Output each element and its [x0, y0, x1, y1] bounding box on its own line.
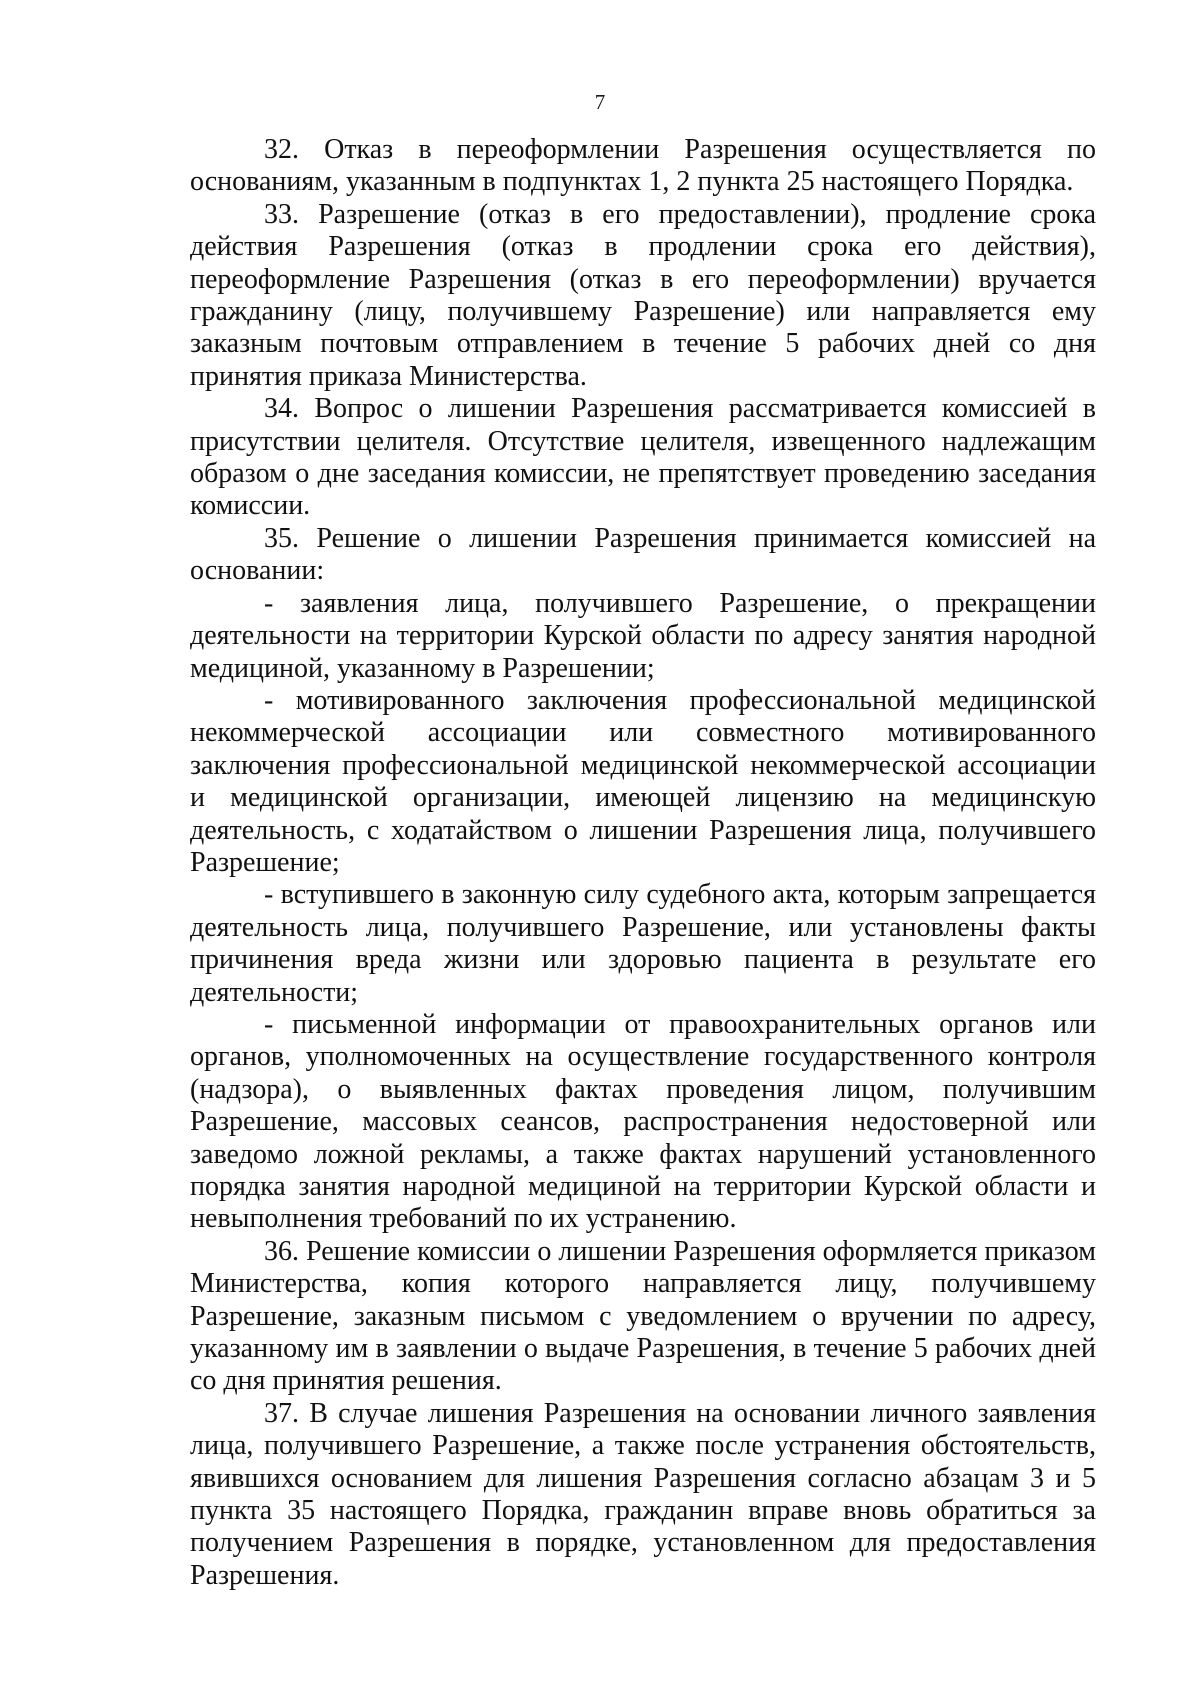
paragraph-36: 36. Решение комиссии о лишении Разрешения оформляется приказом Министерства, копия которого направляется лицу, получившему Разрешение, заказным письмом с уведомлением о вручении по адресу, указанному им в заявлении о выдаче Разрешения, в течение 5 рабочих дней со дня принятия решения.	[190, 1235, 1096, 1397]
paragraph-35: 35. Решение о лишении Разрешения принимается комиссией на основании:	[190, 522, 1096, 587]
document-body	[190, 134, 1096, 1592]
paragraph-37: 37. В случае лишения Разрешения на основании личного заявления лица, получившего Разрешение, а также после устранения обстоятельств, явившихся основанием для лишения Разрешения согласно абзацам 3 и 5 пункта 35 настоящего Порядка, гражданин вправе вновь обратиться за получением Разрешения в порядке, установленном для предоставления Разрешения.	[190, 1397, 1096, 1591]
list-item-conclusion: - мотивированного заключения профессиональной медицинской некоммерческой ассоциации или совместного мотивированного заключения профессиональной медицинской некоммерческой ассоциации и медицинской организации, имеющей лицензию на медицинскую деятельность, с ходатайством о лишении Разрешения лица, получившего Разрешение;	[190, 684, 1096, 878]
paragraph-33: 33. Разрешение (отказ в его предоставлении), продление срока действия Разрешения (отказ в продлении срока его действия), переоформление Разрешения (отказ в его переоформлении) вручается гражданину (лицу, получившему Разрешение) или направляется ему заказным почтовым отправлением в течение 5 рабочих дней со дня принятия приказа Министерства.	[190, 198, 1096, 392]
paragraph-32: 32. Отказ в переоформлении Разрешения осуществляется по основаниям, указанным в подпунктах 1, 2 пункта 25 настоящего Порядка.	[190, 134, 1096, 198]
page-number: 7	[594, 90, 606, 114]
list-item-court-act: - вступившего в законную силу судебного акта, которым запрещается деятельность лица, получившего Разрешение, или установлены факты причинения вреда жизни или здоровью пациента в результате его деятельности;	[190, 879, 1096, 1008]
list-item-application: - заявления лица, получившего Разрешение, о прекращении деятельности на территории Курской области по адресу занятия народной медициной, указанному в Разрешении;	[190, 587, 1096, 684]
list-item-written-information: - письменной информации от правоохранительных органов или органов, уполномоченных на осуществление государственного контроля (надзора), о выявленных фактах проведения лицом, получившим Разрешение, массовых сеансов, распространения недостоверной или заведомо ложной рекламы, а также фактах нарушений установленного порядка занятия народной медициной на территории Курской области и невыполнения требований по их устранению.	[190, 1008, 1096, 1235]
paragraph-34: 34. Вопрос о лишении Разрешения рассматривается комиссией в присутствии целителя. Отсутствие целителя, извещенного надлежащим образом о дне заседания комиссии, не препятствует проведению заседания комиссии.	[190, 393, 1096, 522]
